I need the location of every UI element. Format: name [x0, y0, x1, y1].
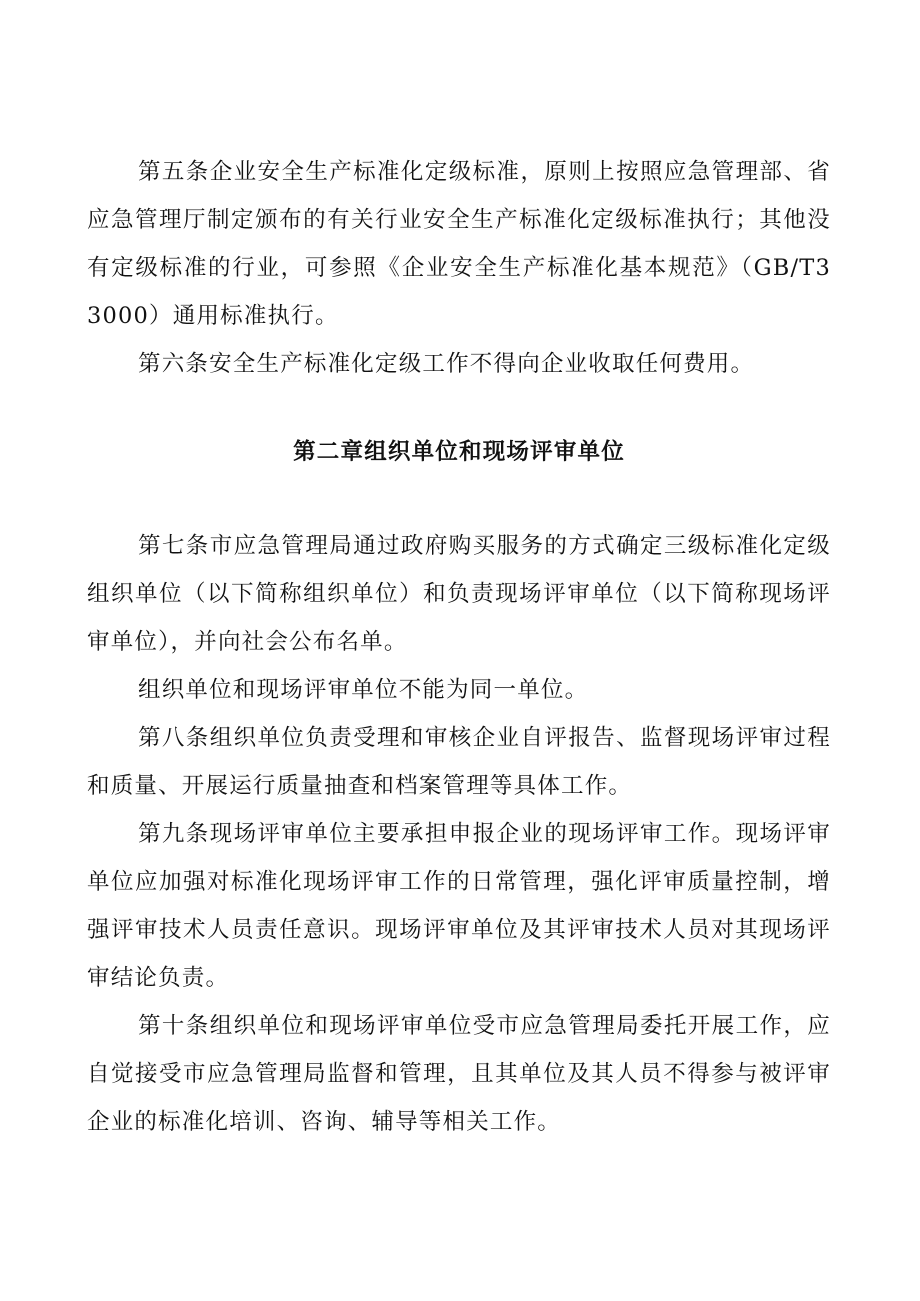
article-9-paragraph: 第九条现场评审单位主要承担申报企业的现场评审工作。现场评审单位应加强对标准化现场评审工作的日常管理，强化评审质量控制，增强评审技术人员责任意识。现场评审单位及其评审技术人员对其现场评审结论负责。: [87, 821, 831, 991]
section-spacer: [87, 388, 831, 428]
document-body: [87, 148, 831, 1146]
article-7-paragraph: 第七条市应急管理局通过政府购买服务的方式确定三级标准化定级组织单位（以下简称组织单位）和负责现场评审单位（以下简称现场评审单位），并向社会公布名单。: [87, 533, 831, 655]
unit-separation-paragraph: 组织单位和现场评审单位不能为同一单位。: [138, 677, 589, 703]
section-spacer: [87, 476, 831, 522]
article-10-paragraph: 第十条组织单位和现场评审单位受市应急管理局委托开展工作，应自觉接受市应急管理局监督和管理，且其单位及其人员不得参与被评审企业的标准化培训、咨询、辅导等相关工作。: [87, 1013, 831, 1135]
article-5-paragraph: 第五条企业安全生产标准化定级标准，原则上按照应急管理部、省应急管理厅制定颁布的有关行业安全生产标准化定级标准执行；其他没有定级标准的行业，可参照《企业安全生产标准化基本规范》（GB/T33000）通用标准执行。: [87, 159, 831, 329]
article-8-paragraph: 第八条组织单位负责受理和审核企业自评报告、监督现场评审过程和质量、开展运行质量抽查和档案管理等具体工作。: [87, 725, 831, 799]
chapter-title: 第二章组织单位和现场评审单位: [293, 439, 625, 465]
article-6-paragraph: 第六条安全生产标准化定级工作不得向企业收取任何费用。: [138, 351, 755, 377]
